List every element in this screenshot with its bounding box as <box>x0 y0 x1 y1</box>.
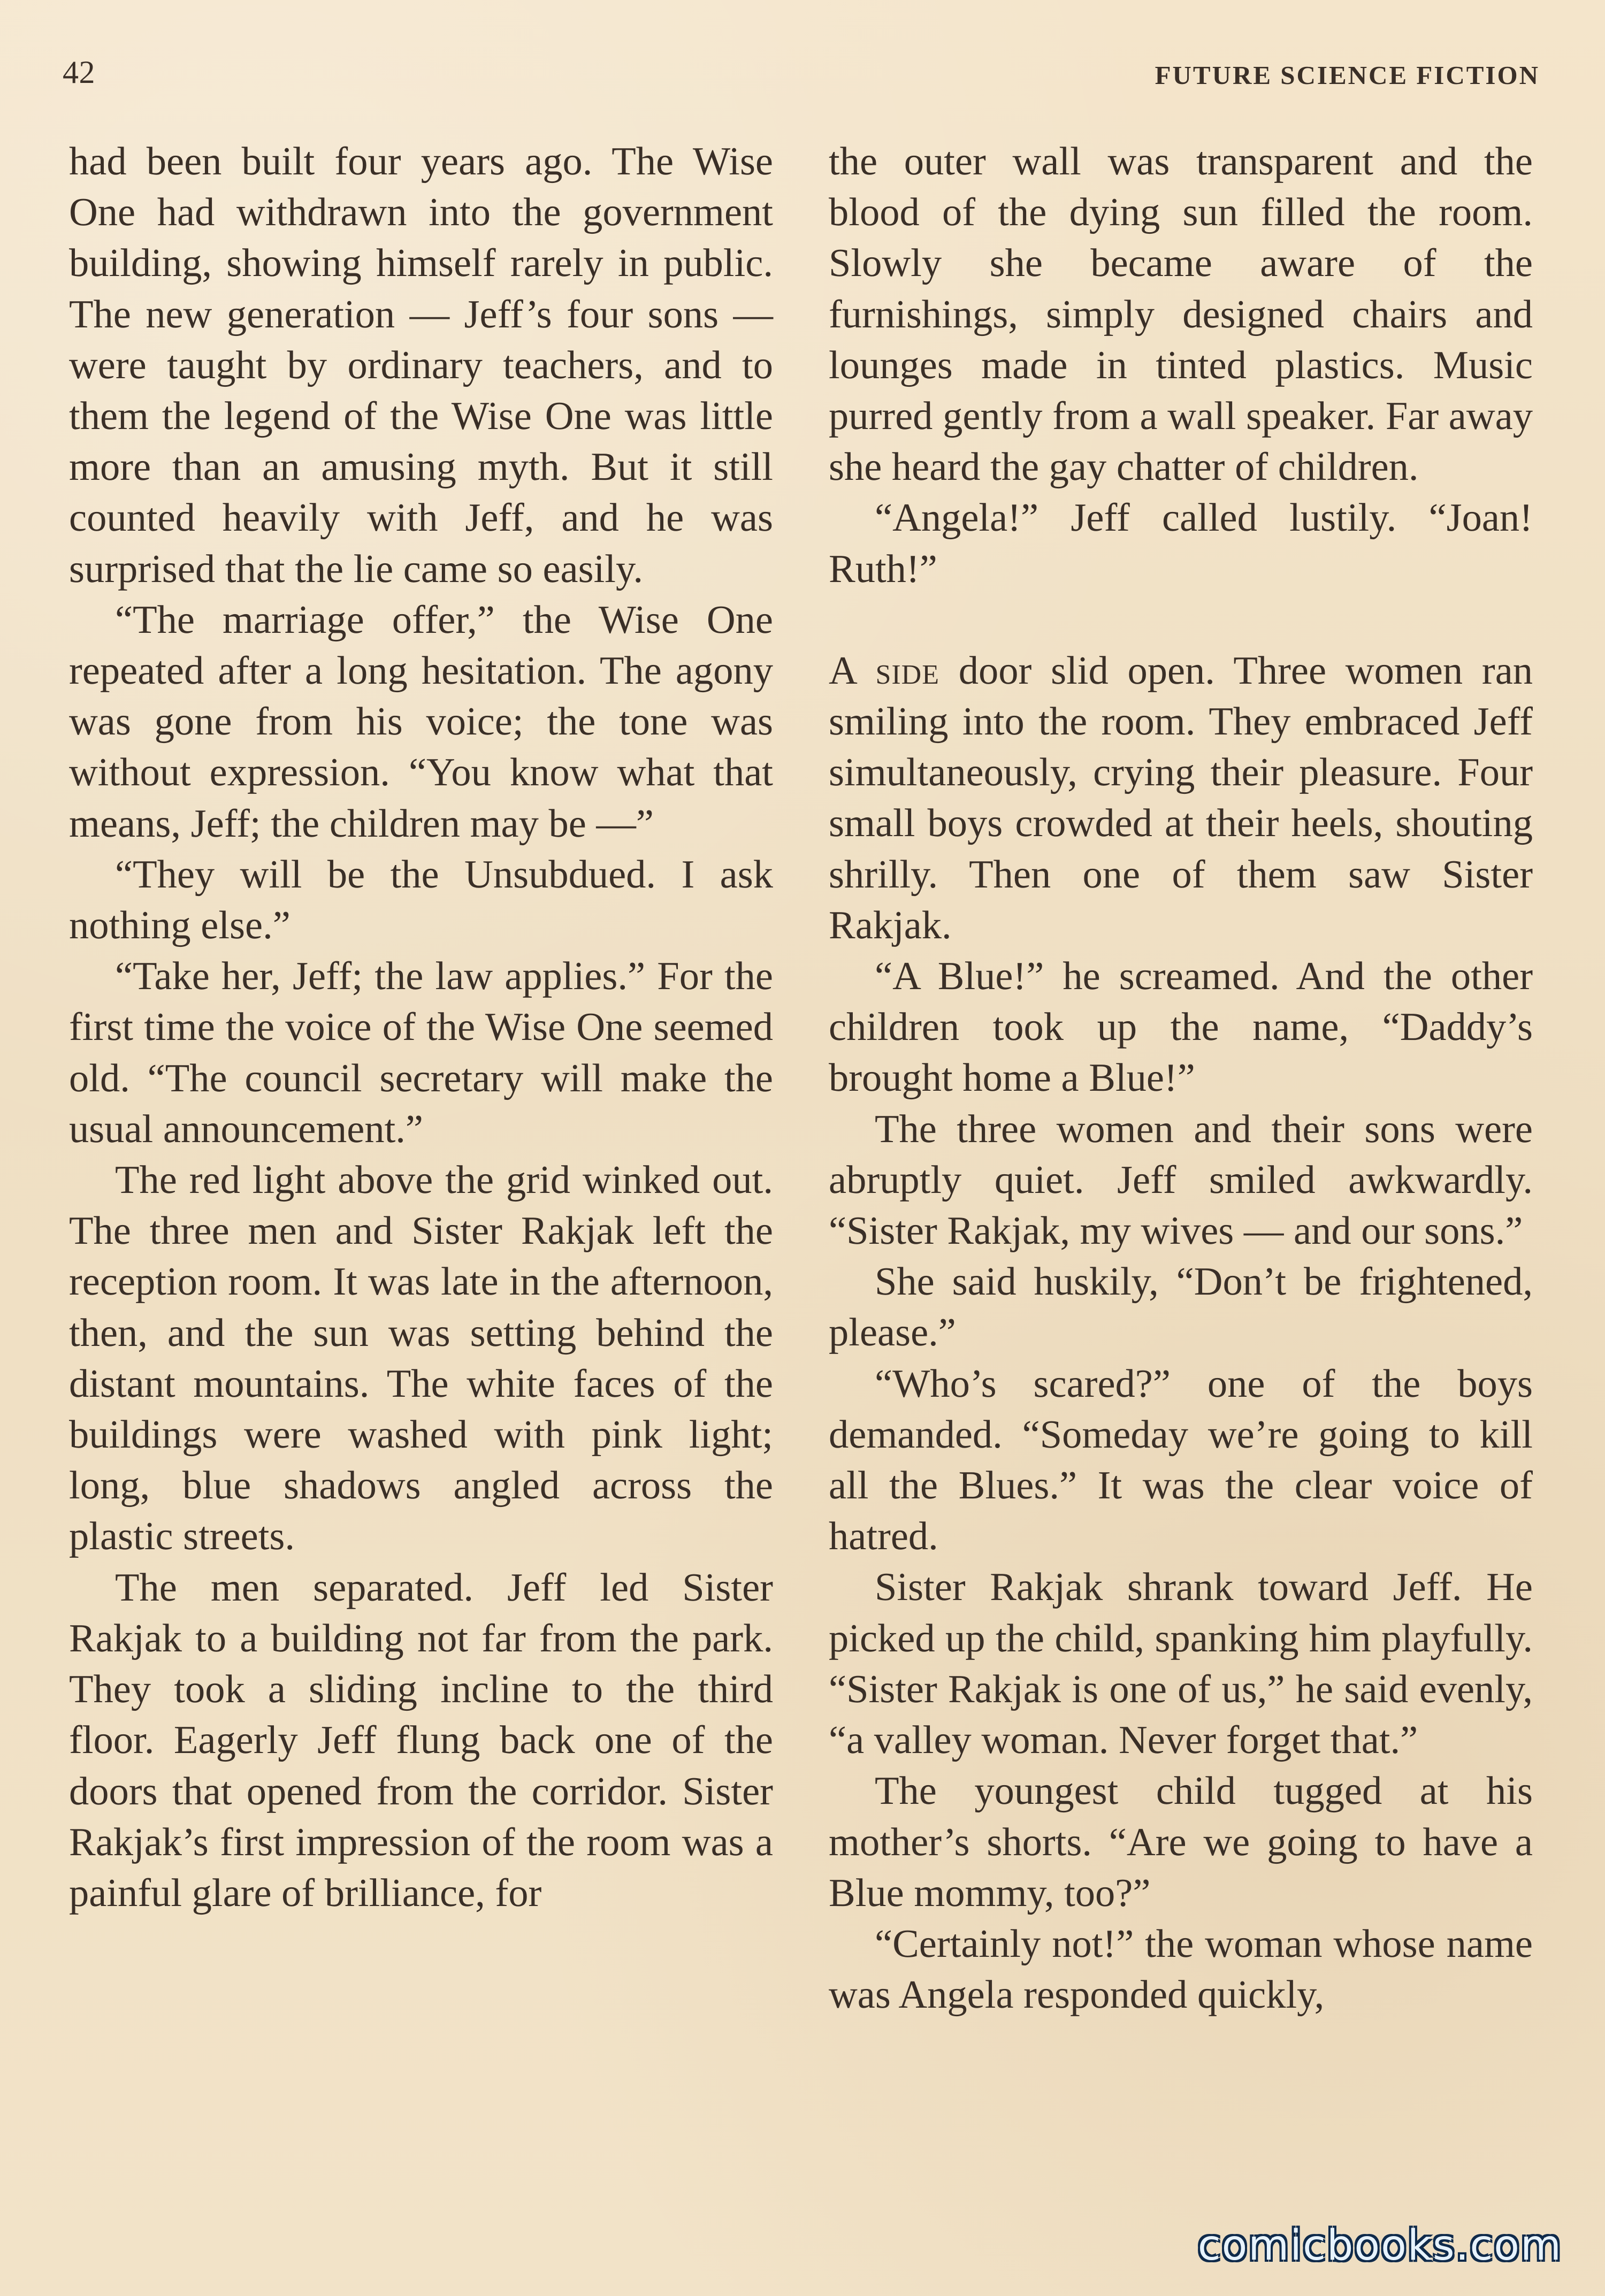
right-paragraph-5: The three women and their sons were abruptly quiet. Jeff smiled awkwardly. “Sister Rakjak, my wives — and our sons.” <box>829 1107 1533 1253</box>
right-text-column <box>829 136 1533 2021</box>
left-paragraph-1: had been built four years ago. The Wise One had withdrawn into the government building, showing himself rarely in public. The new generation — Jeff’s four sons — were taught by ordinary teachers, and to them the legend of the Wise One was little more than an amusing myth. But it still counted heavily with Jeff, and he was surprised that the lie came so easily. <box>69 140 773 591</box>
right-paragraph-10: “Certainly not!” the woman whose name was Angela responded quickly, <box>829 1922 1533 2017</box>
right-paragraph-3 <box>829 646 1533 951</box>
right-paragraph-7: “Who’s scared?” one of the boys demanded. “Someday we’re going to kill all the Blues.” It was the clear voice of hatred. <box>829 1361 1533 1559</box>
left-paragraph-5: The red light above the grid winked out. The three men and Sister Rakjak left the reception room. It was late in the afternoon, then, and the sun was setting behind the distant mountains. The white faces of the buildings were washed with pink light; long, blue shadows angled across the plastic streets. <box>69 1158 773 1559</box>
left-paragraph-3: “They will be the Unsubdued. I ask nothing else.” <box>69 852 773 948</box>
left-paragraph-6: The men separated. Jeff led Sister Rakjak to a building not far from the park. They took a sliding incline to the third floor. Eagerly Jeff flung back one of the doors that opened from the corridor. Sister Rakjak’s first impression of the room was a painful glare of brilliance, for <box>69 1565 773 1915</box>
left-text-column <box>69 136 773 1919</box>
left-paragraph-4: “Take her, Jeff; the law applies.” For the first time the voice of the Wise One seemed old. “The council secretary will make the usual announcement.” <box>69 954 773 1151</box>
right-paragraph-9: The youngest child tugged at his mother’s shorts. “Are we going to have a Blue mommy, too?” <box>829 1769 1533 1915</box>
page-header <box>0 0 1605 102</box>
right-paragraph-6: She said huskily, “Don’t be frightened, please.” <box>829 1260 1533 1355</box>
left-paragraph-2: “The marriage offer,” the Wise One repeated after a long hesitation. The agony was gone from his voice; the tone was without expression. “You know what that means, Jeff; the children may be —” <box>69 598 773 846</box>
right-paragraph-1: the outer wall was transparent and the blood of the dying sun filled the room. Slowly she became aware of the furnishings, simply designed chairs and lounges made in tinted plastics. Music purred gently from a wall speaker. Far away she heard the gay chatter of children. <box>829 140 1533 489</box>
section-lead-in: A side <box>829 648 940 693</box>
right-paragraph-3-text: door slid open. Three women ran smiling into the room. They embraced Jeff simultaneously, crying their pleasure. Four small boys crowded at their heels, shouting shrilly. Then one of them saw Sister Rakjak. <box>829 648 1533 947</box>
running-title: FUTURE SCIENCE FICTION <box>1155 60 1540 90</box>
right-paragraph-2: “Angela!” Jeff called lustily. “Joan! Ruth!” <box>829 496 1533 591</box>
right-paragraph-4: “A Blue!” he screamed. And the other children took up the name, “Daddy’s brought home a Blue!” <box>829 954 1533 1100</box>
right-paragraph-8: Sister Rakjak shrank toward Jeff. He picked up the child, spanking him playfully. “Sister Rakjak is one of us,” he said evenly, “a valley woman. Never forget that.” <box>829 1565 1533 1763</box>
page-number: 42 <box>63 55 95 90</box>
site-watermark: comicbooks.com <box>1197 2222 1562 2270</box>
